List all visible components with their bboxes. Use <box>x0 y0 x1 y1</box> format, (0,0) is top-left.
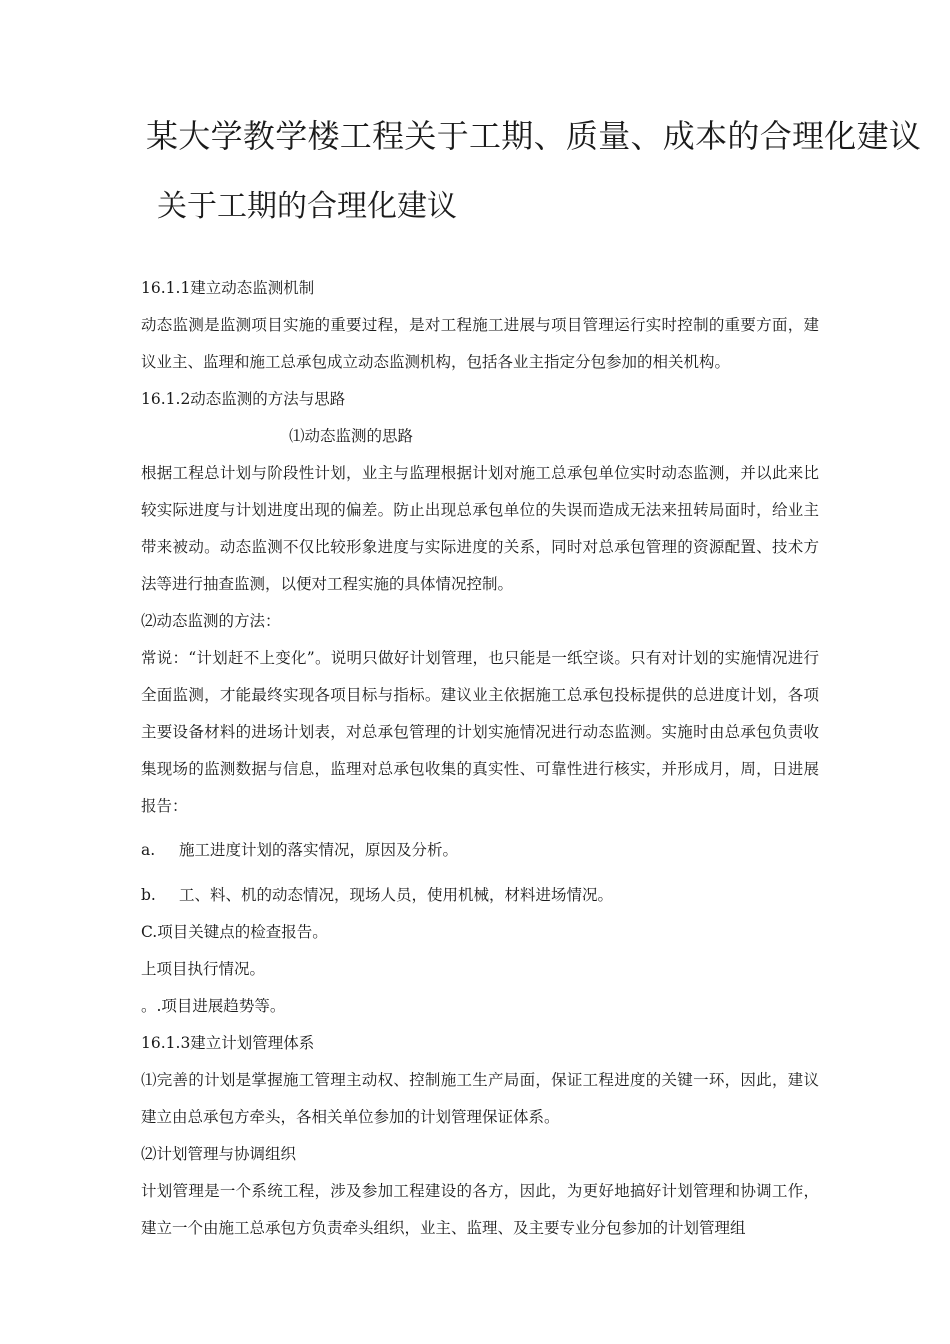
list-item <box>141 877 819 914</box>
subheading: ⑵计划管理与协调组织 <box>141 1145 297 1163</box>
body-paragraph: 计划管理是一个系统工程，涉及参加工程建设的各方，因此，为更好地搞好计划管理和协调工作，建立一个由施工总承包方负责牵头组织，业主、监理、及主要专业分包参加的计划管理组 <box>141 1182 819 1237</box>
section-title: 关于工期的合理化建议 <box>157 189 457 224</box>
list-line: 上项目执行情况。 <box>141 960 266 978</box>
body-paragraph: ⑴完善的计划是掌握施工管理主动权、控制施工生产局面，保证工程进度的关键一环，因此，建议建立由总承包方牵头，各相关单位参加的计划管理保证体系。 <box>141 1071 819 1126</box>
section-heading: 16.1.3建立计划管理体系 <box>141 1034 315 1052</box>
body-paragraph: 根据工程总计划与阶段性计划，业主与监理根据计划对施工总承包单位实时动态监测，并以此来比较实际进度与计划进度出现的偏差。防止出现总承包单位的失误而造成无法来扭转局面时，给业主带来被动。动态监测不仅比较形象进度与实际进度的关系，同时对总承包管理的资源配置、技术方法等进行抽查监测，以便对工程实施的具体情况控制。 <box>141 464 819 593</box>
section-heading: 16.1.1建立动态监测机制 <box>141 279 315 297</box>
body-paragraph: 动态监测是监测项目实施的重要过程，是对工程施工进展与项目管理运行实时控制的重要方面，建议业主、监理和施工总承包成立动态监测机构，包括各业主指定分包参加的相关机构。 <box>141 316 819 371</box>
section-heading: 16.1.2动态监测的方法与思路 <box>141 390 346 408</box>
list-line: C.项目关键点的检查报告。 <box>141 923 328 941</box>
subheading: ⑴动态监测的思路 <box>289 427 414 445</box>
list-item-text: 施工进度计划的落实情况，原因及分析。 <box>179 841 459 859</box>
document-title: 某大学教学楼工程关于工期、质量、成本的合理化建议 <box>146 117 922 155</box>
list-marker: a. <box>141 841 156 859</box>
body-paragraph: 常说：“计划赶不上变化”。说明只做好计划管理，也只能是一纸空谈。只有对计划的实施情况进行全面监测，才能最终实现各项目标与指标。建议业主依据施工总承包投标提供的总进度计划，各项主要设备材料的进场计划表，对总承包管理的计划实施情况进行动态监测。实施时由总承包负责收集现场的监测数据与信息，监理对总承包收集的真实性、可靠性进行核实，并形成月，周，日进展报告： <box>141 649 819 815</box>
list-item-text: 工、料、机的动态情况，现场人员，使用机械，材料进场情况。 <box>179 886 614 904</box>
subheading: ⑵动态监测的方法： <box>141 612 281 630</box>
list-marker: b. <box>141 886 156 904</box>
document-body <box>141 270 819 1247</box>
list-line: 。.项目进展趋势等。 <box>141 997 286 1015</box>
list-item <box>141 832 819 869</box>
